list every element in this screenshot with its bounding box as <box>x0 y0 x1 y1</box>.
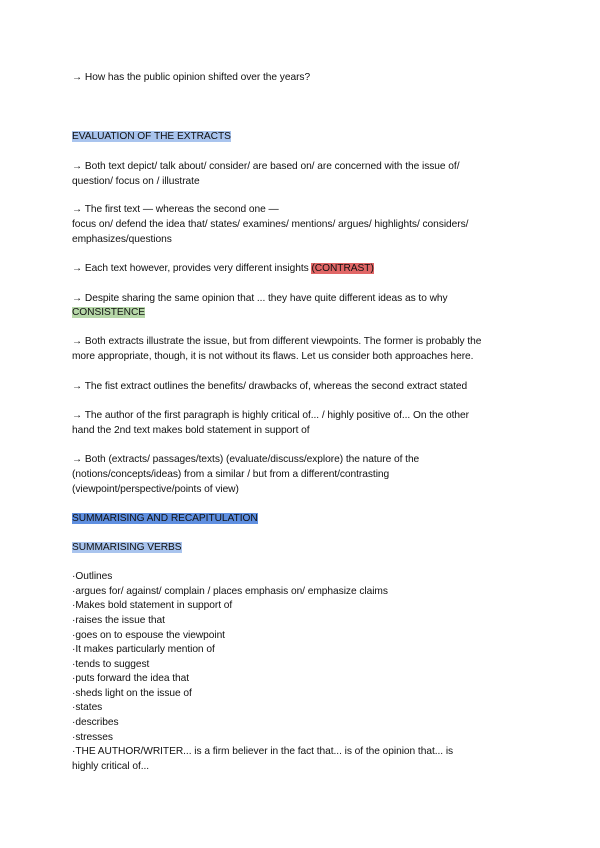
list-item: ·Makes bold statement in support of <box>72 600 233 611</box>
section-heading-evaluation <box>72 130 231 145</box>
contrast-tag: (CONTRAST) <box>311 263 374 274</box>
list-item: ·puts forward the idea that <box>72 673 190 684</box>
list-item: ·argues for/ against/ complain / places emphasis on/ emphasize claims <box>72 586 388 597</box>
paragraph-line: (notions/concepts/ideas) from a similar / but from a different/contrasting <box>72 469 390 480</box>
section-heading-summary <box>72 512 258 527</box>
consistence-tag: CONSISTENCE <box>72 307 146 318</box>
list-item: ·THE AUTHOR/WRITER... is a firm believer in the fact that... is of the opinion that... is <box>72 746 454 757</box>
paragraph-line: → The first text — whereas the second one — <box>72 204 279 215</box>
list-item: ·tends to suggest <box>72 659 150 670</box>
paragraph-line: more appropriate, though, it is not without its flaws. Let us consider both approaches here. <box>72 351 474 362</box>
list-item: ·raises the issue that <box>72 615 165 626</box>
highlighted-subheading: SUMMARISING VERBS <box>72 542 182 553</box>
list-item: ·describes <box>72 717 119 728</box>
highlighted-heading: SUMMARISING AND RECAPITULATION <box>72 513 258 524</box>
consistence-line <box>72 306 145 321</box>
list-item: ·goes on to espouse the viewpoint <box>72 630 225 641</box>
list-item: ·states <box>72 702 103 713</box>
subheading-summarising-verbs <box>72 541 182 556</box>
paragraph-line: → The author of the first paragraph is highly critical of... / highly positive of... On the other <box>72 410 470 421</box>
list-item: ·It makes particularly mention of <box>72 644 215 655</box>
paragraph-line: hand the 2nd text makes bold statement in support of <box>72 425 310 436</box>
list-item: ·sheds light on the issue of <box>72 688 192 699</box>
paragraph-line: (viewpoint/perspective/points of view) <box>72 484 239 495</box>
intro-question: → How has the public opinion shifted over the years? <box>72 72 311 83</box>
paragraph-line: → Despite sharing the same opinion that ... they have quite different ideas as to why <box>72 293 448 304</box>
contrast-line <box>72 262 374 277</box>
list-item: ·Outlines <box>72 571 113 582</box>
paragraph-line: → Both extracts illustrate the issue, but from different viewpoints. The former is probably the <box>72 336 482 347</box>
list-item: highly critical of... <box>72 761 150 772</box>
list-item: ·stresses <box>72 732 113 743</box>
paragraph-line: → Both text depict/ talk about/ consider/ are based on/ are concerned with the issue of/ <box>72 161 460 172</box>
highlighted-heading: EVALUATION OF THE EXTRACTS <box>72 131 231 142</box>
paragraph-line: focus on/ defend the idea that/ states/ examines/ mentions/ argues/ highlights/ considers/ <box>72 219 469 230</box>
paragraph-text: → Each text however, provides very different insights <box>72 263 309 274</box>
paragraph-line: emphasizes/questions <box>72 234 172 245</box>
paragraph-line: → The fist extract outlines the benefits/ drawbacks of, whereas the second extract stated <box>72 381 468 392</box>
paragraph-line: → Both (extracts/ passages/texts) (evaluate/discuss/explore) the nature of the <box>72 454 420 465</box>
paragraph-line: question/ focus on / illustrate <box>72 176 200 187</box>
